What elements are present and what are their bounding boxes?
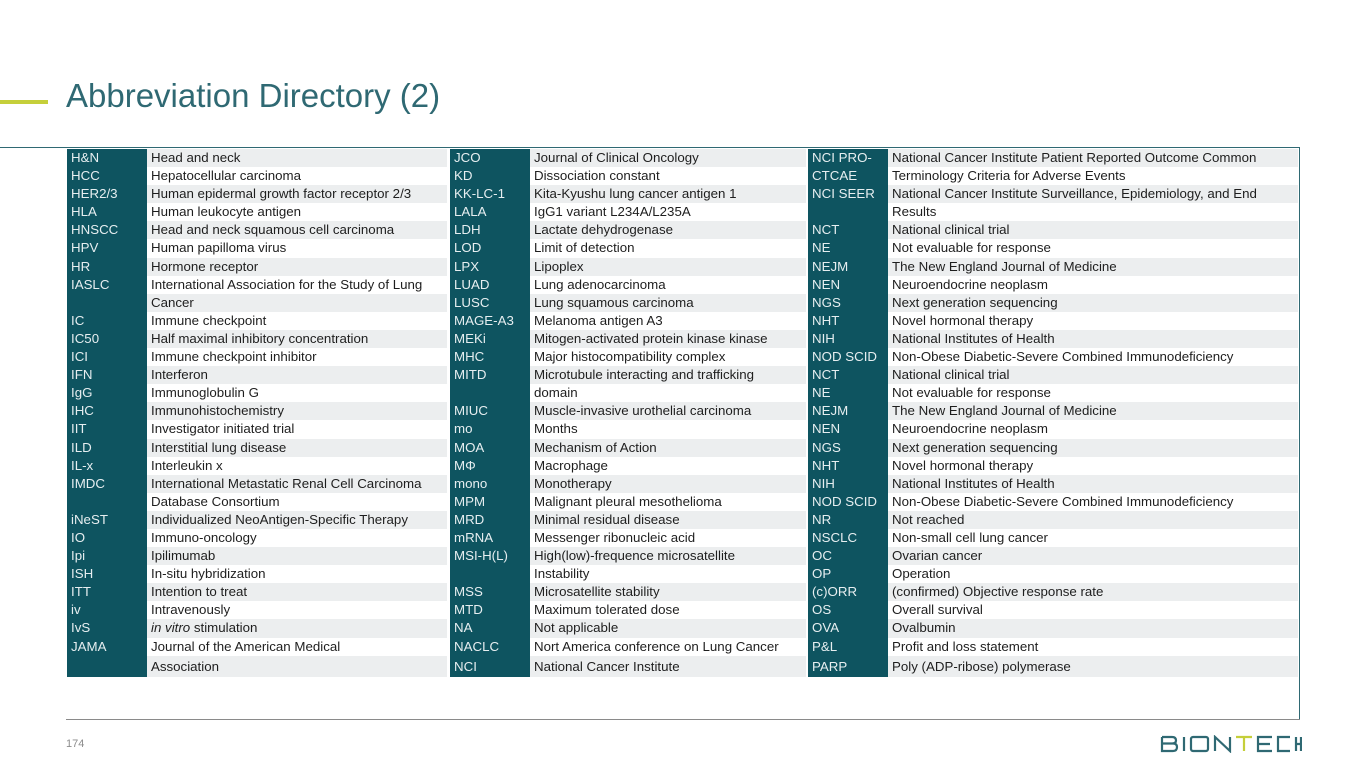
definition-cell: Messenger ribonucleic acid bbox=[530, 529, 806, 547]
definition-cell: Immunoglobulin G bbox=[147, 384, 447, 402]
abbreviation-cell: NE bbox=[808, 239, 888, 257]
abbreviation-cell bbox=[450, 384, 530, 402]
definition-cell: Lipoplex bbox=[530, 258, 806, 276]
abbreviation-cell: NACLC bbox=[450, 638, 530, 656]
abbreviation-cell: IC bbox=[67, 312, 147, 330]
definition-cell: National Cancer Institute bbox=[530, 656, 806, 677]
definition-cell: Immuno-oncology bbox=[147, 529, 447, 547]
abbreviation-cell: MΦ bbox=[450, 457, 530, 475]
abbreviation-cell: NSCLC bbox=[808, 529, 888, 547]
abbreviation-cell: NOD SCID bbox=[808, 493, 888, 511]
definition-cell: Months bbox=[530, 420, 806, 438]
definition-cell: The New England Journal of Medicine bbox=[888, 258, 1298, 276]
table-row bbox=[450, 221, 806, 239]
table-row bbox=[808, 511, 1298, 529]
table-row bbox=[808, 457, 1298, 475]
table-row bbox=[808, 601, 1298, 619]
definition-cell: Nort America conference on Lung Cancer bbox=[530, 638, 806, 656]
table-frame-right-line bbox=[1299, 147, 1300, 719]
table-row bbox=[450, 656, 806, 677]
abbreviation-cell: HNSCC bbox=[67, 221, 147, 239]
table-row bbox=[450, 601, 806, 619]
table-row bbox=[450, 185, 806, 203]
definition-cell: Intention to treat bbox=[147, 583, 447, 601]
definition-cell: National Institutes of Health bbox=[888, 330, 1298, 348]
table-frame-top-line bbox=[0, 147, 1300, 148]
abbreviation-cell bbox=[67, 294, 147, 312]
definition-cell: In-situ hybridization bbox=[147, 565, 447, 583]
definition-cell: National Cancer Institute Surveillance, Epidemiology, and End bbox=[888, 185, 1298, 203]
table-row bbox=[67, 493, 447, 511]
abbreviation-cell: ICI bbox=[67, 348, 147, 366]
table-row bbox=[808, 475, 1298, 493]
abbreviation-cell: OS bbox=[808, 601, 888, 619]
table-row bbox=[450, 149, 806, 167]
abbreviation-cell: P&L bbox=[808, 638, 888, 656]
definition-cell: Instability bbox=[530, 565, 806, 583]
abbreviation-cell: IO bbox=[67, 529, 147, 547]
definition-cell: Interstitial lung disease bbox=[147, 439, 447, 457]
abbreviation-cell: NHT bbox=[808, 457, 888, 475]
definition-cell: Lung squamous carcinoma bbox=[530, 294, 806, 312]
page-title: Abbreviation Directory (2) bbox=[66, 77, 441, 114]
abbreviation-cell: HLA bbox=[67, 203, 147, 221]
definition-cell: National clinical trial bbox=[888, 221, 1298, 239]
table-row bbox=[808, 330, 1298, 348]
definition-cell: Kita-Kyushu lung cancer antigen 1 bbox=[530, 185, 806, 203]
table-row bbox=[808, 565, 1298, 583]
definition-cell: Not applicable bbox=[530, 619, 806, 637]
table-row bbox=[450, 475, 806, 493]
definition-cell: Next generation sequencing bbox=[888, 294, 1298, 312]
table-row bbox=[67, 384, 447, 402]
abbreviation-cell: LUAD bbox=[450, 276, 530, 294]
table-row bbox=[808, 619, 1298, 637]
abbreviation-cell: (c)ORR bbox=[808, 583, 888, 601]
abbreviation-cell: NIH bbox=[808, 330, 888, 348]
definition-text: stimulation bbox=[190, 620, 258, 636]
definition-cell: Cancer bbox=[147, 294, 447, 312]
abbreviation-cell: mo bbox=[450, 420, 530, 438]
abbreviation-cell: NEJM bbox=[808, 258, 888, 276]
table-row bbox=[67, 601, 447, 619]
definition-cell: High(low)-frequence microsatellite bbox=[530, 547, 806, 565]
abbreviation-cell: NGS bbox=[808, 439, 888, 457]
table-row bbox=[67, 547, 447, 565]
definition-cell: (confirmed) Objective response rate bbox=[888, 583, 1298, 601]
abbreviation-cell: LPX bbox=[450, 258, 530, 276]
definition-cell: Immunohistochemistry bbox=[147, 402, 447, 420]
table-row bbox=[450, 384, 806, 402]
definition-cell: Microsatellite stability bbox=[530, 583, 806, 601]
table-row bbox=[808, 185, 1298, 203]
definition-cell: Hormone receptor bbox=[147, 258, 447, 276]
table-row bbox=[808, 420, 1298, 438]
table-row bbox=[67, 402, 447, 420]
definition-cell: Novel hormonal therapy bbox=[888, 457, 1298, 475]
abbreviation-cell: mRNA bbox=[450, 529, 530, 547]
table-row bbox=[450, 330, 806, 348]
definition-cell: National Institutes of Health bbox=[888, 475, 1298, 493]
definition-cell: Human epidermal growth factor receptor 2/3 bbox=[147, 185, 447, 203]
definition-cell: Not evaluable for response bbox=[888, 239, 1298, 257]
abbreviation-column-1 bbox=[67, 149, 447, 677]
definition-cell: Head and neck bbox=[147, 149, 447, 167]
abbreviation-cell: IMDC bbox=[67, 475, 147, 493]
abbreviation-cell: IvS bbox=[67, 619, 147, 637]
abbreviation-cell: NR bbox=[808, 511, 888, 529]
abbreviation-cell: NE bbox=[808, 384, 888, 402]
abbreviation-cell: LDH bbox=[450, 221, 530, 239]
abbreviation-cell: IgG bbox=[67, 384, 147, 402]
definition-cell: Melanoma antigen A3 bbox=[530, 312, 806, 330]
definition-cell: Poly (ADP-ribose) polymerase bbox=[888, 656, 1298, 677]
table-row bbox=[67, 276, 447, 294]
abbreviation-cell: IIT bbox=[67, 420, 147, 438]
definition-cell: Head and neck squamous cell carcinoma bbox=[147, 221, 447, 239]
table-row bbox=[450, 439, 806, 457]
table-row bbox=[450, 547, 806, 565]
abbreviation-cell: NIH bbox=[808, 475, 888, 493]
definition-cell: Major histocompatibility complex bbox=[530, 348, 806, 366]
definition-cell: Minimal residual disease bbox=[530, 511, 806, 529]
definition-cell: Next generation sequencing bbox=[888, 439, 1298, 457]
definition-cell: Terminology Criteria for Adverse Events bbox=[888, 167, 1298, 185]
abbreviation-cell: KK-LC-1 bbox=[450, 185, 530, 203]
table-row bbox=[67, 294, 447, 312]
table-row bbox=[67, 529, 447, 547]
table-row bbox=[450, 366, 806, 384]
page-number: 174 bbox=[66, 738, 85, 750]
table-row bbox=[808, 294, 1298, 312]
abbreviation-cell: NEN bbox=[808, 276, 888, 294]
table-row bbox=[67, 312, 447, 330]
table-row bbox=[450, 203, 806, 221]
table-row bbox=[450, 420, 806, 438]
abbreviation-cell: LALA bbox=[450, 203, 530, 221]
abbreviation-cell bbox=[450, 565, 530, 583]
table-row bbox=[450, 276, 806, 294]
table-row bbox=[450, 619, 806, 637]
abbreviation-cell: NCT bbox=[808, 366, 888, 384]
abbreviation-cell: HPV bbox=[67, 239, 147, 257]
definition-cell: National clinical trial bbox=[888, 366, 1298, 384]
definition-cell: Ipilimumab bbox=[147, 547, 447, 565]
abbreviation-cell: MPM bbox=[450, 493, 530, 511]
abbreviation-cell: ILD bbox=[67, 439, 147, 457]
definition-italic-text: in vitro bbox=[151, 620, 191, 636]
definition-cell: Human leukocyte antigen bbox=[147, 203, 447, 221]
definition-cell: Macrophage bbox=[530, 457, 806, 475]
table-row bbox=[67, 185, 447, 203]
table-row bbox=[808, 402, 1298, 420]
abbreviation-cell: NCI PRO- bbox=[808, 149, 888, 167]
definition-cell: Not evaluable for response bbox=[888, 384, 1298, 402]
abbreviation-cell: MAGE-A3 bbox=[450, 312, 530, 330]
table-row bbox=[808, 656, 1298, 677]
table-row bbox=[67, 638, 447, 656]
table-row bbox=[67, 258, 447, 276]
abbreviation-cell: HCC bbox=[67, 167, 147, 185]
definition-cell: Half maximal inhibitory concentration bbox=[147, 330, 447, 348]
abbreviation-cell: NEJM bbox=[808, 402, 888, 420]
table-row bbox=[808, 149, 1298, 167]
abbreviation-cell: HR bbox=[67, 258, 147, 276]
abbreviation-cell: NCI bbox=[450, 656, 530, 677]
abbreviation-cell: HER2/3 bbox=[67, 185, 147, 203]
table-row bbox=[450, 565, 806, 583]
abbreviation-cell bbox=[808, 203, 888, 221]
abbreviation-cell bbox=[67, 493, 147, 511]
abbreviation-cell: mono bbox=[450, 475, 530, 493]
definition-cell: Individualized NeoAntigen-Specific Therapy bbox=[147, 511, 447, 529]
abbreviation-cell: NOD SCID bbox=[808, 348, 888, 366]
abbreviation-cell: MHC bbox=[450, 348, 530, 366]
abbreviation-cell: IASLC bbox=[67, 276, 147, 294]
abbreviation-cell: MIUC bbox=[450, 402, 530, 420]
abbreviation-cell: MRD bbox=[450, 511, 530, 529]
table-row bbox=[450, 638, 806, 656]
biontech-logo bbox=[1160, 735, 1302, 753]
abbreviation-cell: NA bbox=[450, 619, 530, 637]
abbreviation-cell: NGS bbox=[808, 294, 888, 312]
definition-cell: Mechanism of Action bbox=[530, 439, 806, 457]
definition-cell: Database Consortium bbox=[147, 493, 447, 511]
table-row bbox=[67, 348, 447, 366]
table-row bbox=[67, 583, 447, 601]
table-row bbox=[808, 366, 1298, 384]
table-row bbox=[808, 439, 1298, 457]
definition-cell: Investigator initiated trial bbox=[147, 420, 447, 438]
table-row bbox=[67, 565, 447, 583]
definition-cell: Non-small cell lung cancer bbox=[888, 529, 1298, 547]
definition-cell: domain bbox=[530, 384, 806, 402]
table-row bbox=[450, 402, 806, 420]
definition-cell: Immune checkpoint bbox=[147, 312, 447, 330]
table-row bbox=[450, 167, 806, 185]
abbreviation-cell: NEN bbox=[808, 420, 888, 438]
abbreviation-cell: MSI-H(L) bbox=[450, 547, 530, 565]
footer-divider bbox=[66, 719, 1300, 720]
definition-cell: Limit of detection bbox=[530, 239, 806, 257]
definition-cell: Neuroendocrine neoplasm bbox=[888, 420, 1298, 438]
table-row bbox=[67, 420, 447, 438]
abbreviation-cell: MOA bbox=[450, 439, 530, 457]
table-row bbox=[808, 348, 1298, 366]
abbreviation-cell: JCO bbox=[450, 149, 530, 167]
table-row bbox=[67, 203, 447, 221]
table-row bbox=[450, 493, 806, 511]
definition-cell: IgG1 variant L234A/L235A bbox=[530, 203, 806, 221]
table-row bbox=[67, 221, 447, 239]
definition-cell: Microtubule interacting and trafficking bbox=[530, 366, 806, 384]
definition-cell: Human papilloma virus bbox=[147, 239, 447, 257]
definition-cell: Immune checkpoint inhibitor bbox=[147, 348, 447, 366]
table-row bbox=[808, 583, 1298, 601]
table-row bbox=[450, 258, 806, 276]
definition-cell: Non-Obese Diabetic-Severe Combined Immunodeficiency bbox=[888, 348, 1298, 366]
definition-cell bbox=[147, 619, 447, 637]
abbreviation-cell: IHC bbox=[67, 402, 147, 420]
definition-cell: Muscle-invasive urothelial carcinoma bbox=[530, 402, 806, 420]
definition-cell: Not reached bbox=[888, 511, 1298, 529]
definition-cell: Malignant pleural mesothelioma bbox=[530, 493, 806, 511]
table-row bbox=[450, 348, 806, 366]
table-row bbox=[808, 167, 1298, 185]
definition-cell: Non-Obese Diabetic-Severe Combined Immunodeficiency bbox=[888, 493, 1298, 511]
abbreviation-cell: IC50 bbox=[67, 330, 147, 348]
table-row bbox=[808, 547, 1298, 565]
table-row bbox=[450, 511, 806, 529]
table-row bbox=[450, 239, 806, 257]
table-row bbox=[450, 457, 806, 475]
definition-cell: Maximum tolerated dose bbox=[530, 601, 806, 619]
definition-cell: Hepatocellular carcinoma bbox=[147, 167, 447, 185]
abbreviation-cell: MTD bbox=[450, 601, 530, 619]
abbreviation-cell: MITD bbox=[450, 366, 530, 384]
definition-cell: Ovalbumin bbox=[888, 619, 1298, 637]
abbreviation-cell: NCT bbox=[808, 221, 888, 239]
table-row bbox=[450, 312, 806, 330]
definition-cell: Lung adenocarcinoma bbox=[530, 276, 806, 294]
abbreviation-cell: PARP bbox=[808, 656, 888, 677]
table-row bbox=[67, 330, 447, 348]
definition-cell: International Metastatic Renal Cell Carcinoma bbox=[147, 475, 447, 493]
abbreviation-cell: MEKi bbox=[450, 330, 530, 348]
definition-cell: Neuroendocrine neoplasm bbox=[888, 276, 1298, 294]
definition-cell: National Cancer Institute Patient Reported Outcome Common bbox=[888, 149, 1298, 167]
abbreviation-cell: KD bbox=[450, 167, 530, 185]
abbreviation-cell: iv bbox=[67, 601, 147, 619]
table-row bbox=[67, 439, 447, 457]
abbreviation-cell: IFN bbox=[67, 366, 147, 384]
table-row bbox=[808, 384, 1298, 402]
table-row bbox=[67, 619, 447, 637]
definition-cell: Novel hormonal therapy bbox=[888, 312, 1298, 330]
abbreviation-cell: OC bbox=[808, 547, 888, 565]
table-row bbox=[67, 149, 447, 167]
definition-cell: Intravenously bbox=[147, 601, 447, 619]
table-row bbox=[67, 239, 447, 257]
abbreviation-cell bbox=[67, 656, 147, 677]
definition-cell: Journal of the American Medical bbox=[147, 638, 447, 656]
abbreviation-column-3 bbox=[808, 149, 1298, 677]
abbreviation-cell: LUSC bbox=[450, 294, 530, 312]
table-row bbox=[67, 167, 447, 185]
table-row bbox=[450, 294, 806, 312]
abbreviation-cell: Ipi bbox=[67, 547, 147, 565]
table-row bbox=[808, 221, 1298, 239]
abbreviation-column-2 bbox=[450, 149, 806, 677]
definition-cell: Dissociation constant bbox=[530, 167, 806, 185]
table-row bbox=[67, 656, 447, 677]
table-row bbox=[450, 583, 806, 601]
table-row bbox=[67, 475, 447, 493]
definition-cell: Association bbox=[147, 656, 447, 677]
definition-cell: Monotherapy bbox=[530, 475, 806, 493]
table-row bbox=[808, 239, 1298, 257]
table-row bbox=[808, 493, 1298, 511]
definition-cell: Ovarian cancer bbox=[888, 547, 1298, 565]
definition-cell: Interferon bbox=[147, 366, 447, 384]
abbreviation-cell: IL-x bbox=[67, 457, 147, 475]
definition-cell: Results bbox=[888, 203, 1298, 221]
abbreviation-cell: CTCAE bbox=[808, 167, 888, 185]
table-row bbox=[808, 638, 1298, 656]
abbreviation-cell: MSS bbox=[450, 583, 530, 601]
table-row bbox=[808, 276, 1298, 294]
abbreviation-cell: OP bbox=[808, 565, 888, 583]
abbreviation-cell: OVA bbox=[808, 619, 888, 637]
abbreviation-cell: iNeST bbox=[67, 511, 147, 529]
table-row bbox=[450, 529, 806, 547]
definition-cell: Profit and loss statement bbox=[888, 638, 1298, 656]
table-row bbox=[808, 312, 1298, 330]
definition-cell: Lactate dehydrogenase bbox=[530, 221, 806, 239]
table-row bbox=[808, 529, 1298, 547]
abbreviation-cell: H&N bbox=[67, 149, 147, 167]
table-row bbox=[67, 457, 447, 475]
definition-cell: Operation bbox=[888, 565, 1298, 583]
definition-cell: Mitogen-activated protein kinase kinase bbox=[530, 330, 806, 348]
table-row bbox=[808, 203, 1298, 221]
abbreviation-cell: ITT bbox=[67, 583, 147, 601]
definition-cell: Overall survival bbox=[888, 601, 1298, 619]
definition-cell: Journal of Clinical Oncology bbox=[530, 149, 806, 167]
definition-cell: International Association for the Study of Lung bbox=[147, 276, 447, 294]
abbreviation-cell: NCI SEER bbox=[808, 185, 888, 203]
table-row bbox=[67, 511, 447, 529]
table-row bbox=[808, 258, 1298, 276]
table-row bbox=[67, 366, 447, 384]
definition-cell: Interleukin x bbox=[147, 457, 447, 475]
abbreviation-cell: NHT bbox=[808, 312, 888, 330]
abbreviation-cell: JAMA bbox=[67, 638, 147, 656]
abbreviation-cell: ISH bbox=[67, 565, 147, 583]
abbreviation-cell: LOD bbox=[450, 239, 530, 257]
title-accent-bar bbox=[0, 100, 48, 104]
definition-cell: The New England Journal of Medicine bbox=[888, 402, 1298, 420]
